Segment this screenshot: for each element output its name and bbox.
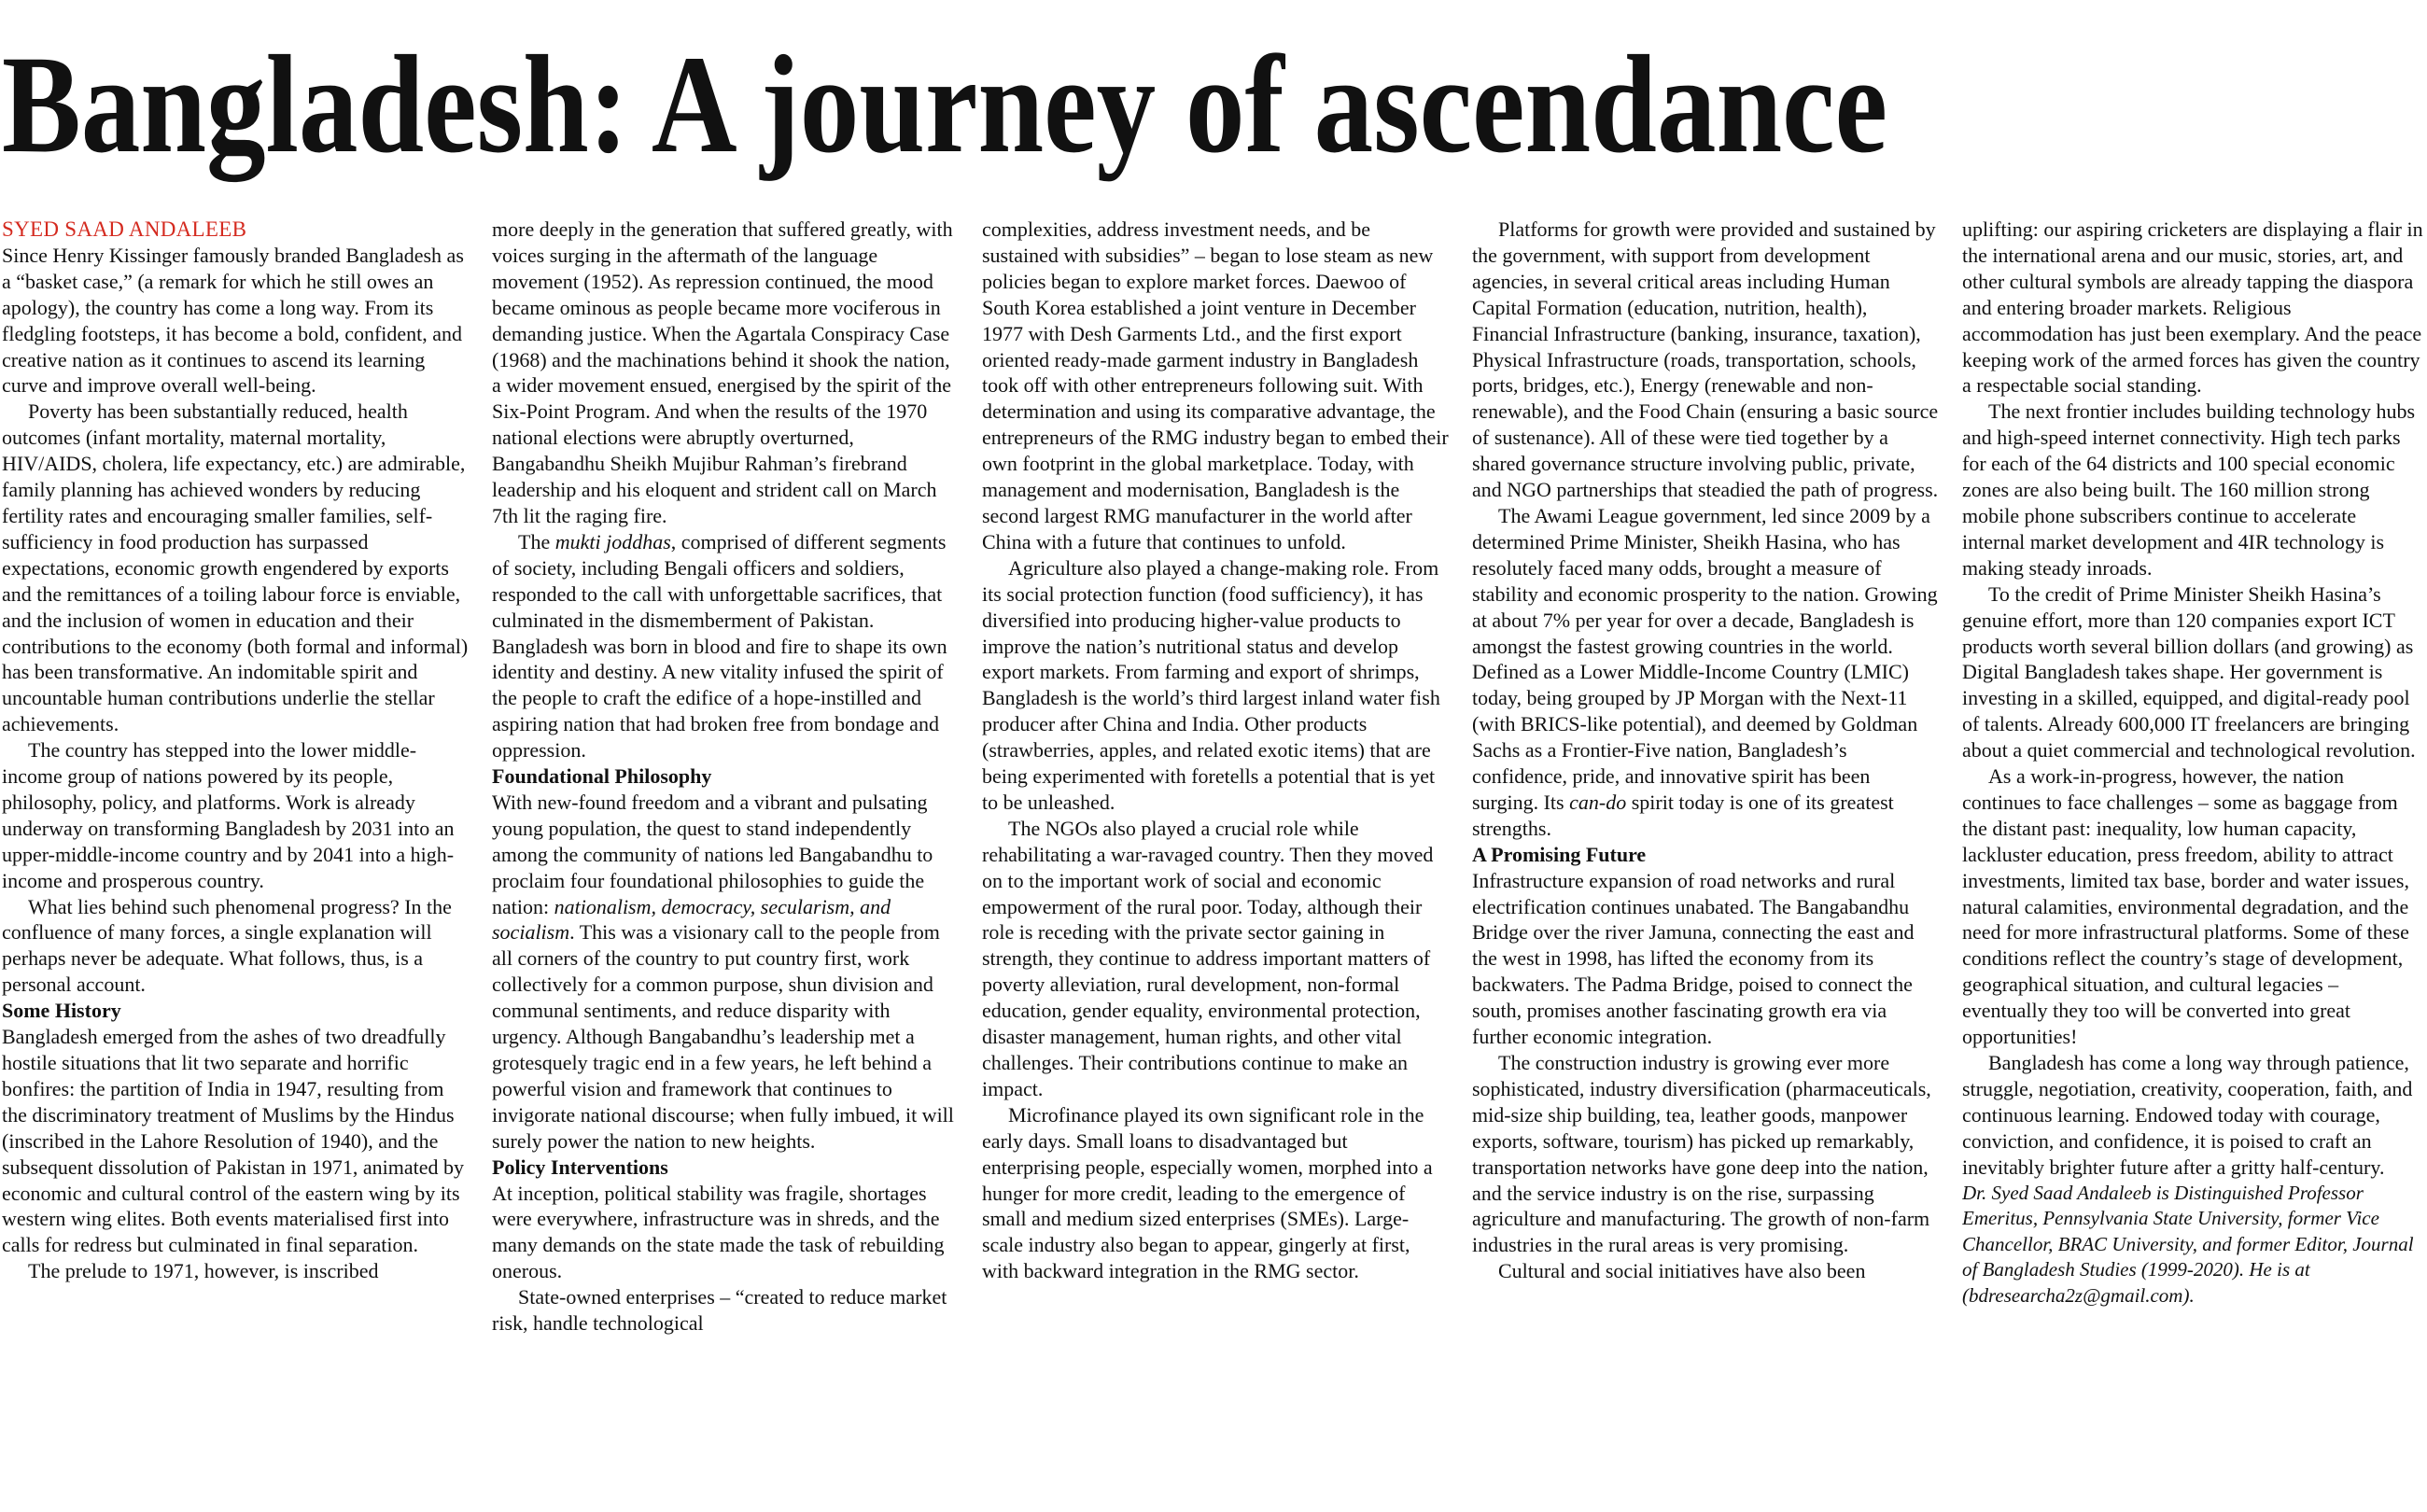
section-heading-a-promising-future: A Promising Future [1472, 842, 1647, 866]
paragraph: The prelude to 1971, however, is inscribed [28, 1259, 379, 1283]
paragraph: The construction industry is growing ever more sophisticated, industry diversification (pharmaceuticals, mid-size ship building, tea, leather goods, manpower exports, software, tourism) has picked up remarkably, transportation networks have gone deep into the nation, and the service industry is on the rise, surpassing agriculture and manufacturing. The growth of non-farm industries in the rural areas is very promising. [1472, 1051, 1931, 1257]
headline-text: Bangladesh: A journey of ascendance [2, 27, 1887, 182]
section-heading-foundational-philosophy: Foundational Philosophy [492, 764, 712, 789]
section-heading-policy-interventions: Policy Interventions [492, 1155, 668, 1179]
paragraph: Since Henry Kissinger famously branded Bangladesh as a “basket case,” (a remark for which he still owes an apology), the country has come a long way. From its fledgling footsteps, it has become a bold, confident, and creative nation as it continues to ascend its learning curve and improve overall well-being. [2, 243, 464, 398]
paragraph: Infrastructure expansion of road networks and rural electrification continues unabated. The Bangabandhu Bridge over the river Jamuna, connecting the east and the west in 1998, has lifted the economy from its backwaters. The Padma Bridge, poised to connect the south, promises another fascinating growth era via further economic integration. [1472, 868, 1915, 1049]
paragraph: State-owned enterprises – “created to reduce market risk, handle technological [492, 1285, 947, 1336]
paragraph: uplifting: our aspiring cricketers are displaying a flair in the international arena and our music, stories, art, and other cultural symbols are already tapping the diaspora and entering broader markets. Religious accommodation has just been exemplary. And the peace keeping work of the armed forces has given the country a respectable social standing. [1962, 217, 2423, 398]
paragraph: Agriculture also played a change-making role. From its social protection function (food sufficiency), it has diversified into producing higher-value products to improve the nation’s nutritional status and develop export markets. From farming and export of shrimps, Bangladesh is the world’s third largest inland water fish producer after China and India. Other products (strawberries, apples, and related exotic items) that are being experimented with foretells a potential that is yet to be unleashed. [982, 555, 1440, 814]
article-column-5 [1962, 217, 2423, 1509]
paragraph: The next frontier includes building technology hubs and high-speed internet connectivity. High tech parks for each of the 64 districts and 100 special economic zones are also being built. The 160 million strong mobile phone subscribers continue to accelerate internal market development and 4IR technology is making steady inroads. [1962, 399, 2416, 580]
headline [0, 9, 2427, 196]
paragraph: The country has stepped into the lower middle-income group of nations powered by its people, philosophy, policy, and platforms. Work is already underway on transforming Bangladesh by 2031 into an upper-middle-income country and by 2041 into a high-income and prosperous country. [2, 738, 455, 892]
paragraph [492, 790, 959, 1155]
paragraph: complexities, address investment needs, and be sustained with subsidies” – began to lose steam as new policies began to explore market forces. Daewoo of South Korea established a joint venture in December 1977 with Desh Garments Ltd., and the first export oriented ready-made garment industry in Bangladesh took off with other entrepreneurs following suit. With determination and using its comparative advantage, the entrepreneurs of the RMG industry began to embed their own footprint in the global marketplace. Today, with management and modernisation, Bangladesh is the second largest RMG manufacturer in the world after China with a future that continues to unfold. [982, 217, 1449, 553]
paragraph [1472, 503, 1939, 842]
italic-term: mukti joddhas [554, 529, 671, 553]
paragraph: Cultural and social initiatives have also been [1498, 1259, 1866, 1283]
article-column-4 [1472, 217, 1939, 1509]
paragraph: Poverty has been substantially reduced, health outcomes (infant mortality, maternal mortality, HIV/AIDS, cholera, life expectancy, etc.) are admirable, family planning has achieved wonders by reducing fertility rates and encouraging smaller families, self-sufficiency in food production has surpassed expectations, economic growth engendered by exports and the remittances of a toiling labour force is enviable, and the inclusion of women in education and their contributions to the economy (both formal and informal) has been transformative. An indomitable spirit and uncountable human contributions underlie the stellar achievements. [2, 399, 469, 736]
paragraph: What lies behind such phenomenal progress? In the confluence of many forces, a single explanation will perhaps never be adequate. What follows, thus, is a personal account. [2, 894, 452, 997]
paragraph: Microfinance played its own significant role in the early days. Small loans to disadvantaged but enterprising people, especially women, morphed into a hunger for more credit, leading to the emergence of small and medium sized enterprises (SMEs). Large-scale industry also began to appear, gingerly at first, with backward integration in the RMG sector. [982, 1102, 1433, 1283]
article-column-2 [492, 217, 959, 1509]
italic-term: nationalism, democracy, secularism, and socialism [492, 894, 891, 945]
paragraph [492, 529, 959, 763]
paragraph: At inception, political stability was fragile, shortages were everywhere, infrastructure was in shreds, and the many demands on the state made the task of rebuilding onerous. [492, 1181, 945, 1283]
text-run: . This was a visionary call to the people from all corners of the country to put country first, work collectively for a common purpose, shun division and communal sentiments, and reduce disparity with urgency. Although Bangabandhu’s leadership met a grotesquely tragic end in a few years, he left behind a powerful vision and framework that continues to invigorate national discourse; when fully imbued, it will surely power the nation to new heights. [492, 920, 954, 1153]
paragraph: Bangladesh has come a long way through patience, struggle, negotiation, creativity, cooperation, faith, and continuous learning. Endowed today with courage, conviction, and confidence, it is poised to craft an inevitably brighter future after a gritty half-century. [1962, 1051, 2413, 1179]
paragraph: Bangladesh emerged from the ashes of two dreadfully hostile situations that lit two separate and horrific bonfires: the partition of India in 1947, resulting from the discriminatory treatment of Muslims by the Hindus (inscribed in the Lahore Resolution of 1940), and the subsequent dissolution of Pakistan in 1971, animated by economic and cultural control of the eastern wing by its western wing elites. Both events materialised first into calls for redress but culminated in final separation. [2, 1025, 464, 1257]
paragraph: As a work-in-progress, however, the nation continues to face challenges – some as baggage from the distant past: inequality, low human capacity, lackluster education, press freedom, ability to attract investments, limited tax base, border and water issues, natural calamities, environmental degradation, and the need for more infrastructural platforms. Some of these conditions reflect the country’s stage of development, geographical situation, and cultural legacies – eventually they too will be converted into great opportunities! [1962, 764, 2409, 1049]
text-run: The [518, 529, 555, 553]
article-column-1 [2, 217, 469, 1509]
article-column-3 [982, 217, 1449, 1509]
section-heading-some-history: Some History [2, 999, 121, 1023]
text-run: With new-found freedom and a vibrant and pulsating young population, the quest to stand independently among the community of nations led Bangabandhu to proclaim four foundational philosophies to guide the nation: [492, 790, 933, 918]
byline: SYED SAAD ANDALEEB [2, 217, 247, 241]
paragraph: Platforms for growth were provided and sustained by the government, with support from development agencies, in several critical areas including Human Capital Formation (education, nutrition, health), Financial Infrastructure (banking, insurance, taxation), Physical Infrastructure (roads, transportation, schools, ports, bridges, etc.), Energy (renewable and non-renewable), and the Food Chain (ensuring a basic source of sustenance). All of these were tied together by a shared governance structure involving public, private, and NGO partnerships that steadied the path of progress. [1472, 217, 1939, 502]
paragraph: The NGOs also played a crucial role while rehabilitating a war-ravaged country. Then they moved on to the important work of social and economic empowerment of the rural poor. Today, although their role is receding with the private sector gaining in strength, they continue to address important matters of poverty alleviation, rural development, non-formal education, gender equality, environmental protection, disaster management, human rights, and other vital challenges. Their contributions continue to make an impact. [982, 816, 1434, 1100]
author-bio: Dr. Syed Saad Andaleeb is Distinguished Professor Emeritus, Pennsylvania State University, former Vice Chancellor, BRAC University, and former Editor, Journal of Bangladesh Studies (1999-2020). He is at (bdresearcha2z@gmail.com). [1962, 1181, 2414, 1307]
text-run: , comprised of different segments of society, including Bengali officers and soldiers, responded to the call with unforgettable sacrifices, that culminated in the dismemberment of Pakistan. Bangladesh was born in blood and fire to shape its own identity and destiny. A new vitality infused the spirit of the people to craft the edifice of a hope-instilled and aspiring nation that had broken free from bondage and oppression. [492, 529, 947, 763]
text-run: spirit today is one of its greatest strengths. [1472, 790, 1894, 840]
text-run: The Awami League government, led since 2009 by a determined Prime Minister, Sheikh Hasina, who has resolutely faced many odds, brought a measure of stability and economic prosperity to the nation. Growing at about 7% per year for over a decade, Bangladesh is amongst the fastest growing countries in the world. Defined as a Lower Middle-Income Country (LMIC) today, being grouped by JP Morgan with the Next-11 (with BRICS-like potential), and deemed by Goldman Sachs as a Frontier-Five nation, Bangladesh’s confidence, pride, and innovative spirit has been surging. Its [1472, 503, 1938, 814]
italic-term: can-do [1569, 790, 1627, 814]
paragraph: To the credit of Prime Minister Sheikh Hasina’s genuine effort, more than 120 companies export ICT products worth several billion dollars (and growing) as Digital Bangladesh takes shape. Her government is investing in a skilled, equipped, and digital-ready pool of talents. Already 600,000 IT freelancers are bringing about a quiet commercial and technological revolution. [1962, 581, 2416, 763]
paragraph: more deeply in the generation that suffered greatly, with voices surging in the aftermath of the language movement (1952). As repression continued, the mood became ominous as people became more vociferous in demanding justice. When the Agartala Conspiracy Case (1968) and the machinations behind it shook the nation, a wider movement ensued, energised by the spirit of the Six-Point Program. And when the results of the 1970 national elections were abruptly overturned, Bangabandhu Sheikh Mujibur Rahman’s firebrand leadership and his eloquent and strident call on March 7th lit the raging fire. [492, 217, 953, 527]
